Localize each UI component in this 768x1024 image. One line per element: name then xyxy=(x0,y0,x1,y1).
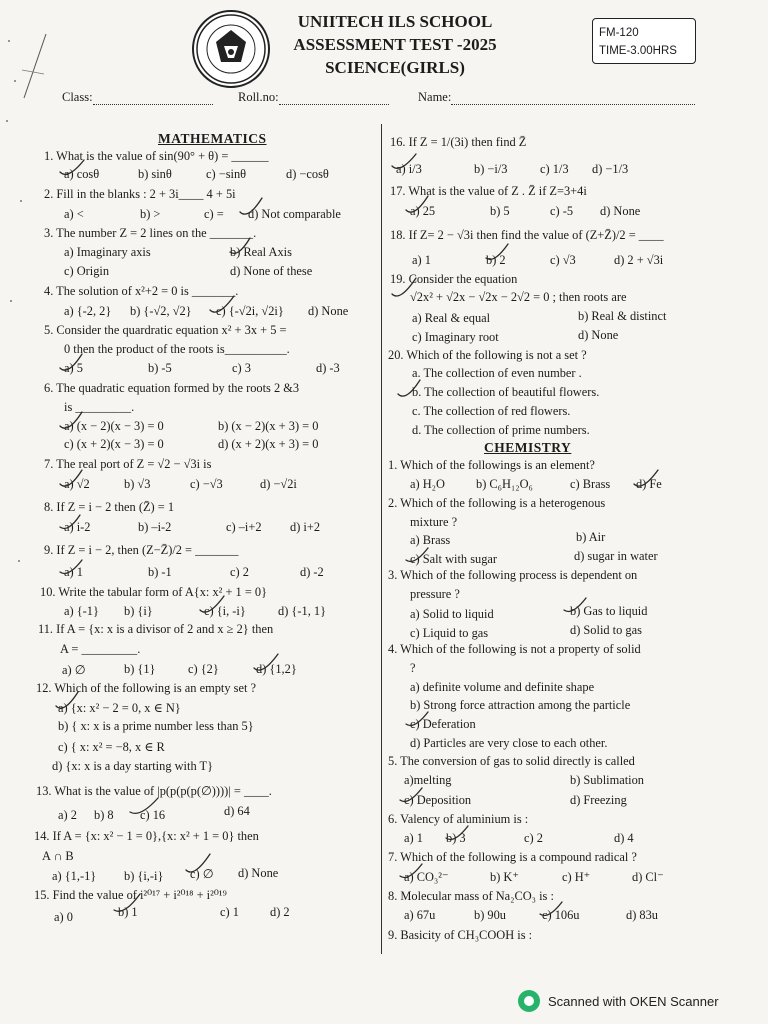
math-q11-d: d) {1,2} xyxy=(256,662,297,676)
math-q12-b: b) { x: x is a prime number less than 5} xyxy=(58,719,254,733)
chem-q6-a: a) 1 xyxy=(404,831,423,845)
chem-q7-c: c) H⁺ xyxy=(562,870,591,884)
chem-q8-a: a) 67u xyxy=(404,908,436,922)
math-q5-line2: 0 then the product of the roots is__________. xyxy=(64,342,290,356)
math-q18-c: c) √3 xyxy=(550,253,576,267)
class-field xyxy=(62,90,213,105)
math-q15-c: c) 1 xyxy=(220,905,239,919)
math-q9-a: a) 1 xyxy=(64,565,83,579)
math-q17-b: b) 5 xyxy=(490,204,510,218)
chem-q1-b: b) C₆H₁₂O₆ xyxy=(476,477,533,491)
math-q2-a: a) < xyxy=(64,207,84,221)
chem-q2-b: b) Air xyxy=(576,530,606,544)
math-q2-c: c) = xyxy=(204,207,224,221)
math-q9: 9. If Z = i − 2, then (Z−Z̄)/2 = _______ xyxy=(44,543,239,557)
chem-q8-b: b) 90u xyxy=(474,908,507,922)
math-q3-a: a) Imaginary axis xyxy=(64,245,151,259)
form-code: FM-120 xyxy=(599,27,639,39)
math-q6-line1: 6. The quadratic equation formed by the roots 2 &3 xyxy=(44,381,300,395)
math-q14-d: d) None xyxy=(238,866,279,880)
chem-q8-d: d) 83u xyxy=(626,908,659,922)
form-code-box xyxy=(592,18,696,64)
chem-q7-b: b) K⁺ xyxy=(490,870,519,884)
chem-q4-line1: 4. Which of the following is not a property of solid xyxy=(388,642,641,656)
math-q12-d: d) {x: x is a day starting with T} xyxy=(52,759,214,773)
chem-q4-a: a) definite volume and definite shape xyxy=(410,680,595,694)
math-q3-d: d) None of these xyxy=(230,264,313,278)
math-q8-c: c) –i+2 xyxy=(226,520,262,534)
math-q2-d: d) Not comparable xyxy=(248,207,341,221)
math-q19-a: a) Real & equal xyxy=(412,311,491,325)
math-q20: 20. Which of the following is not a set ? xyxy=(388,348,587,362)
math-q13-a: a) 2 xyxy=(58,808,77,822)
math-q8: 8. If Z = i − 2 then (Z̄) = 1 xyxy=(44,500,175,514)
math-q13-c: c) 16 xyxy=(140,808,166,822)
math-q3-c: c) Origin xyxy=(64,264,110,278)
chem-q6-b: b) 3 xyxy=(446,831,466,845)
chem-q5-b: b) Sublimation xyxy=(570,773,644,787)
class-label: Class: xyxy=(62,90,93,104)
name-field xyxy=(418,90,695,105)
math-q19-line1: 19. Consider the equation xyxy=(390,272,518,286)
chem-q4-c: c) Deferation xyxy=(410,717,476,731)
math-q1-d: d) −cosθ xyxy=(286,167,329,181)
chem-q8: 8. Molecular mass of Na₂CO₃ is : xyxy=(388,889,554,903)
time-allowed: TIME-3.00HRS xyxy=(599,45,677,57)
math-q17-d: d) None xyxy=(600,204,641,218)
math-q17-a: a) 25 xyxy=(410,204,436,218)
chem-q7: 7. Which of the following is a compound radical ? xyxy=(388,850,637,864)
math-q4-b: b) {-√2, √2} xyxy=(130,304,192,318)
chem-q3-a: a) Solid to liquid xyxy=(410,607,494,621)
chem-q5-d: d) Freezing xyxy=(570,793,627,807)
chem-q2-c: c) Salt with sugar xyxy=(410,552,498,566)
math-q19-b: b) Real & distinct xyxy=(578,309,667,323)
subject-name: SCIENCE(GIRLS) xyxy=(325,58,465,77)
math-q5-a: a) 5 xyxy=(64,361,83,375)
chem-q3-line2: pressure ? xyxy=(410,587,460,601)
math-q17-c: c) -5 xyxy=(550,204,574,218)
corner-scribble-icon xyxy=(20,30,50,100)
math-q7-d: d) −√2i xyxy=(260,477,297,491)
chem-q5-a: a)melting xyxy=(404,773,452,787)
math-q1-b: b) sinθ xyxy=(138,167,172,181)
chem-q6: 6. Valency of aluminium is : xyxy=(388,812,529,826)
math-q10-c: c) {i, -i} xyxy=(204,604,246,618)
math-q10-a: a) {-1} xyxy=(64,604,99,618)
math-q16-d: d) −1/3 xyxy=(592,162,629,176)
chem-q4-d: d) Particles are very close to each other. xyxy=(410,736,608,750)
math-q7-b: b) √3 xyxy=(124,477,151,491)
math-q18-d: d) 2 + √3i xyxy=(614,253,664,267)
math-q15-a: a) 0 xyxy=(54,910,73,924)
chem-q6-d: d) 4 xyxy=(614,831,634,845)
chem-q2-d: d) sugar in water xyxy=(574,549,658,563)
math-q4-d: d) None xyxy=(308,304,349,318)
chem-q3-c: c) Liquid to gas xyxy=(410,626,489,640)
math-q6-b: b) (x − 2)(x + 3) = 0 xyxy=(218,419,319,433)
math-q14-b: b) {i,-i} xyxy=(124,869,164,883)
math-q16-a: a) i/3 xyxy=(396,162,422,176)
chem-q8-c: c) 106u xyxy=(542,908,580,922)
math-q10-b: b) {i} xyxy=(124,604,153,618)
math-q11-line1: 11. If A = {x: x is a divisor of 2 and x ≥ 2} then xyxy=(38,622,274,636)
math-q17: 17. What is the value of Z . Z̄ if Z=3+4i xyxy=(390,184,587,198)
math-q4: 4. The solution of x²+2 = 0 is _______. xyxy=(44,284,239,298)
roll-field xyxy=(238,90,389,105)
math-q8-a: a) i-2 xyxy=(64,520,91,534)
math-q1-c: c) −sinθ xyxy=(206,167,247,181)
chem-q4-line2: ? xyxy=(410,661,416,675)
math-q19-c: c) Imaginary root xyxy=(412,330,499,344)
math-q13-b: b) 8 xyxy=(94,808,114,822)
math-q5-line1: 5. Consider the quardratic equation x² + 3x + 5 = xyxy=(44,323,287,337)
chem-q5: 5. The conversion of gas to solid directly is called xyxy=(388,754,635,768)
chem-q7-a: a) CO₃²⁻ xyxy=(404,870,449,884)
chem-q2-line2: mixture ? xyxy=(410,515,458,529)
scanner-label: Scanned with OKEN Scanner xyxy=(548,993,719,1009)
math-q16-c: c) 1/3 xyxy=(540,162,569,176)
math-q10-d: d) {-1, 1} xyxy=(278,604,327,618)
math-q12: 12. Which of the following is an empty set ? xyxy=(36,681,257,695)
math-q8-b: b) –i-2 xyxy=(138,520,172,534)
math-q14-c: c) ∅ xyxy=(190,867,214,881)
name-label: Name: xyxy=(418,90,452,104)
math-q6-line2: is _________. xyxy=(64,400,135,414)
math-q11-line2: A = _________. xyxy=(60,642,141,656)
chem-q2-line1: 2. Which of the following is a heterogenous xyxy=(388,496,606,510)
chem-q5-c: c) Deposition xyxy=(404,793,472,807)
chem-q1-a: a) H₂O xyxy=(410,477,445,491)
chem-q4-b: b) Strong force attraction among the particle xyxy=(410,698,631,712)
chem-q1-c: c) Brass xyxy=(570,477,611,491)
math-q4-a: a) {-2, 2} xyxy=(64,304,112,318)
chem-q3-b: b) Gas to liquid xyxy=(570,604,648,618)
school-name: UNIITECH ILS SCHOOL xyxy=(297,12,493,31)
title-block xyxy=(250,10,540,79)
math-q14-line2: A ∩ B xyxy=(42,849,74,863)
math-q6-d: d) (x + 2)(x + 3) = 0 xyxy=(218,437,319,451)
math-q14-line1: 14. If A = {x: x² − 1 = 0},{x: x² + 1 = 0} then xyxy=(34,829,259,843)
scanner-watermark xyxy=(518,990,719,1012)
math-q13: 13. What is the value of |p(p(p(p(∅))))| = ____. xyxy=(36,784,272,798)
math-q15-b: b) 1 xyxy=(118,905,138,919)
math-q9-b: b) -1 xyxy=(148,565,172,579)
test-name: ASSESSMENT TEST -2025 xyxy=(293,35,497,54)
chem-section-title: CHEMISTRY xyxy=(484,440,572,455)
math-q20-b: b. The collection of beautiful flowers. xyxy=(412,385,600,399)
math-q19-line2: √2x² + √2x − √2x − 2√2 = 0 ; then roots are xyxy=(410,290,627,304)
chem-q3-line1: 3. Which of the following process is dependent on xyxy=(388,568,638,582)
math-q4-c: c) {-√2i, √2i} xyxy=(216,304,284,318)
math-q7: 7. The real port of Z = √2 − √3i is xyxy=(44,457,212,471)
math-q18-b: b) 2 xyxy=(486,253,506,267)
math-q19-d: d) None xyxy=(578,328,619,342)
math-q15: 15. Find the value of i²⁰¹⁷ + i²⁰¹⁸ + i²⁰¹⁹ xyxy=(34,888,227,902)
math-q2: 2. Fill in the blanks : 2 + 3i____ 4 + 5i xyxy=(44,187,236,201)
math-q12-c: c) { x: x² = −8, x ∈ R xyxy=(58,740,165,754)
math-q5-b: b) -5 xyxy=(148,361,172,375)
math-q20-d: d. The collection of prime numbers. xyxy=(412,423,590,437)
math-q2-b: b) > xyxy=(140,207,161,221)
math-q1-a: a) cosθ xyxy=(64,167,100,181)
chem-q2-a: a) Brass xyxy=(410,533,451,547)
math-q18: 18. If Z= 2 − √3i then find the value of (Z+Z̄)/2 = ____ xyxy=(390,228,664,242)
math-section-title: MATHEMATICS xyxy=(158,131,267,146)
math-q3-b: b) Real Axis xyxy=(230,245,292,259)
roll-label: Roll.no: xyxy=(238,90,279,104)
chem-q1-d: d) Fe xyxy=(636,477,662,491)
math-q18-a: a) 1 xyxy=(412,253,431,267)
math-q15-d: d) 2 xyxy=(270,905,290,919)
column-divider xyxy=(381,124,382,954)
math-q9-c: c) 2 xyxy=(230,565,249,579)
math-q8-d: d) i+2 xyxy=(290,520,321,534)
math-q11-a: a) ∅ xyxy=(62,663,86,677)
chem-q1: 1. Which of the followings is an element? xyxy=(388,458,595,472)
math-q12-a: a) {x: x² − 2 = 0, x ∈ N} xyxy=(58,701,181,715)
math-q14-a: a) {1,-1} xyxy=(52,869,97,883)
math-q11-c: c) {2} xyxy=(188,662,219,676)
chem-q7-d: d) Cl⁻ xyxy=(632,870,664,884)
chem-q9: 9. Basicity of CH₃COOH is : xyxy=(388,928,533,942)
math-q16-b: b) −i/3 xyxy=(474,162,508,176)
math-q6-c: c) (x + 2)(x − 3) = 0 xyxy=(64,437,164,451)
chem-q6-c: c) 2 xyxy=(524,831,543,845)
math-q7-c: c) −√3 xyxy=(190,477,223,491)
math-q13-d: d) 64 xyxy=(224,804,250,818)
math-q1: 1. What is the value of sin(90° + θ) = ______ xyxy=(44,149,269,163)
math-q5-d: d) -3 xyxy=(316,361,340,375)
math-q9-d: d) -2 xyxy=(300,565,324,579)
scanner-logo-icon xyxy=(518,990,540,1012)
math-q16: 16. If Z = 1/(3i) then find Z̄ xyxy=(390,135,527,149)
chem-q3-d: d) Solid to gas xyxy=(570,623,642,637)
math-q6-a: a) (x − 2)(x − 3) = 0 xyxy=(64,419,164,433)
math-q20-a: a. The collection of even number . xyxy=(412,366,582,380)
math-q20-c: c. The collection of red flowers. xyxy=(412,404,571,418)
math-q10: 10. Write the tabular form of A{x: x² + 1 = 0} xyxy=(40,585,268,599)
math-q7-a: a) √2 xyxy=(64,477,90,491)
math-q11-b: b) {1} xyxy=(124,662,156,676)
math-q3: 3. The number Z = 2 lines on the _______. xyxy=(44,226,257,240)
math-q5-c: c) 3 xyxy=(232,361,251,375)
